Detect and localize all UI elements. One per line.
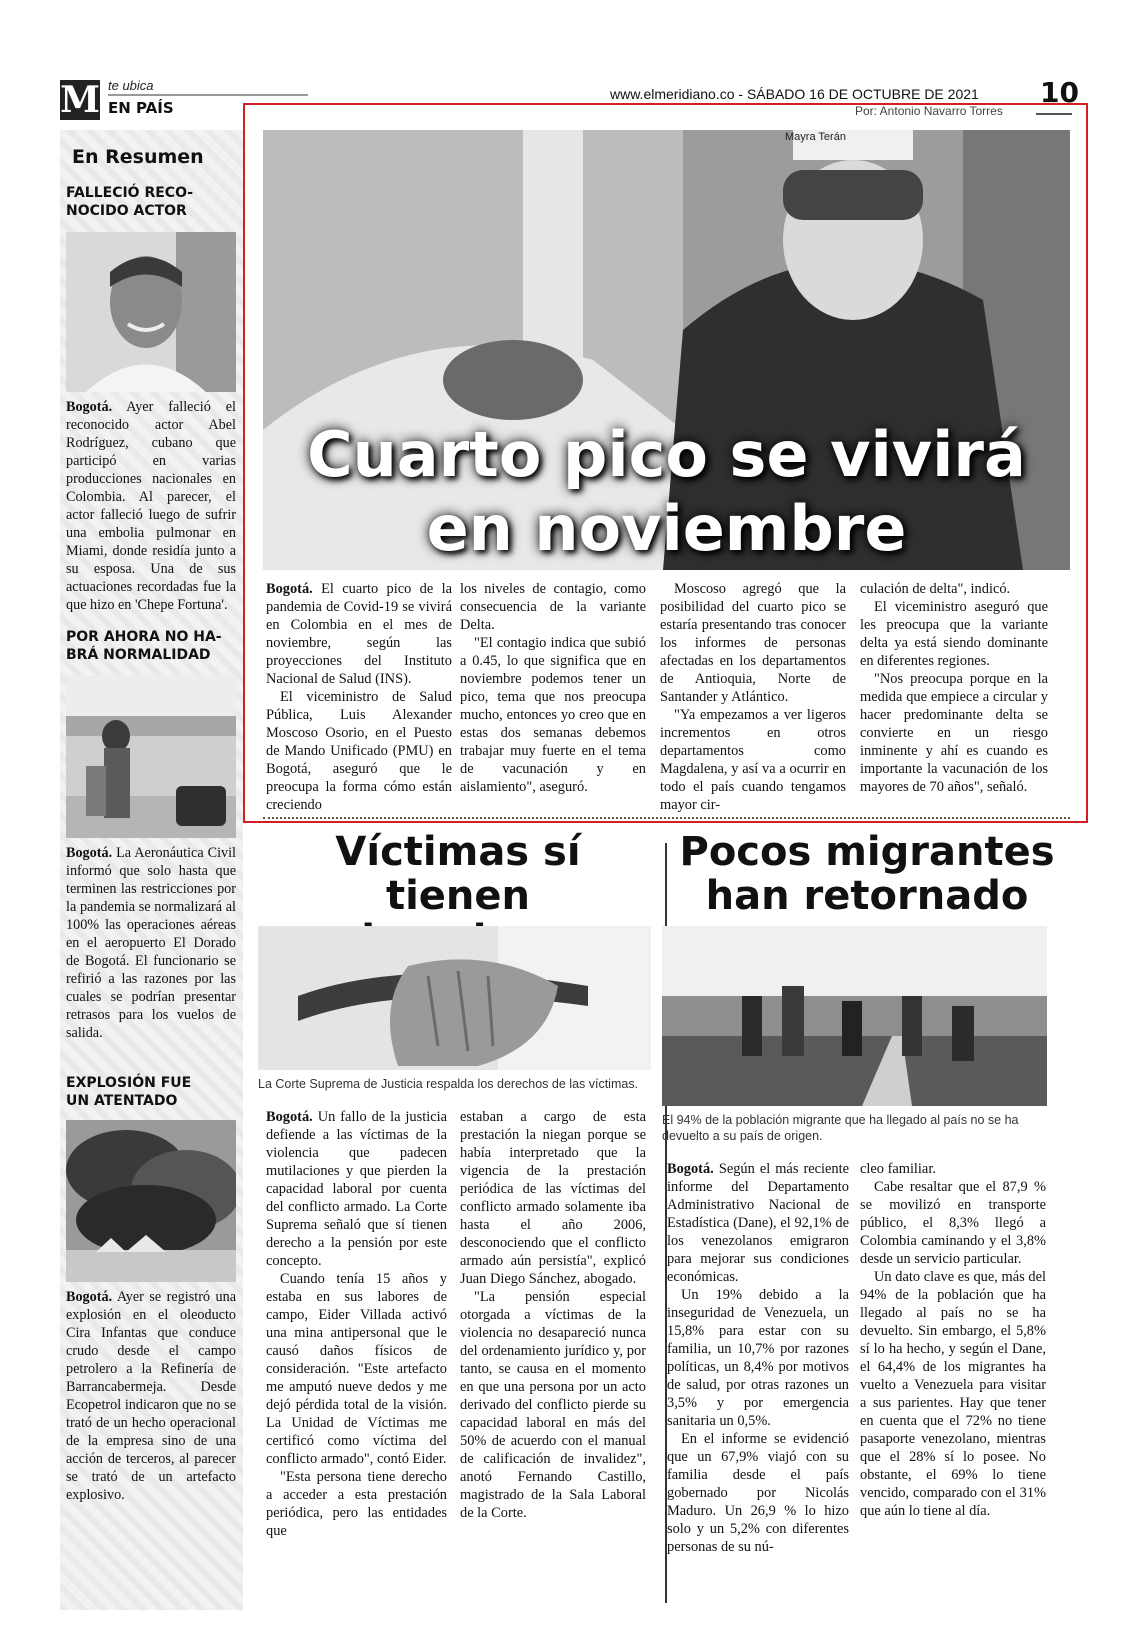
paragraph — [667, 1160, 849, 1286]
sidebar-item-2-heading — [66, 628, 222, 664]
actor-portrait-icon — [66, 232, 236, 392]
paragraph-text: Un fallo de la justicia defiende a las víctimas de la violencia que padecen mutilaciones y que pierden la capacidad laboral por cuenta del conflicto armado. La Corte Suprema señaló que sí tienen derecho a la pensión por este concepto. — [266, 1109, 447, 1269]
headline-line-1: Víctimas sí tienen — [335, 829, 581, 919]
paragraph: En el informe se evidenció que un 67,9% viajó con su familia desde el país gobernado por Nicolás Maduro. Un 26,9 % lo hizo solo y un 5,2% con diferentes personas de su nú- — [667, 1431, 849, 1555]
section-divider — [263, 817, 1070, 819]
paragraph: Un dato clave es que, más del 94% de la población que ha llegado al país no se ha devuelto. Sin embargo, el 5,8% sí lo ha hecho, y según el Dane, el 64,4% de los migrantes ha vuelto a Venezuela para visitar a sus parientes. Hay que tener en cuenta que el 72% no tiene pasaporte venezolano, mientras que el 28% sí lo posee. No obstante, el 69% lo tiene vencido, comparado con el 31% que aún lo tiene al día. — [860, 1269, 1046, 1519]
section-rule — [108, 94, 308, 96]
dateline-place: Bogotá. — [66, 399, 113, 415]
hands-cane-photo — [258, 926, 651, 1070]
victimas-col-2 — [460, 1108, 646, 1522]
actor-photo — [66, 232, 236, 392]
elderly-hands-icon — [258, 926, 651, 1070]
body-text: Ayer se registró una explosión en el oleoducto Cira Infantas que conduce crudo desde el campo petrolero a la Refinería de Barrancabermeja. Desde Ecopetrol indicaron que no se trató de un hecho operacional de la empresa sino de una acción de terceros, al parecer se trató de un artefacto explosivo. — [66, 1289, 236, 1503]
sidebar-item-3-heading — [66, 1074, 191, 1110]
paragraph: cleo familiar. — [860, 1161, 936, 1177]
paragraph: "El contagio indica que subió a 0.45, lo que significa que en noviembre podemos tener un pico, tema que nos preocupa mucho, entonces yo creo que en estas dos semanas debemos trabajar muy fuerte en el tema de vacunación y en aislamiento", aseguró. — [460, 635, 646, 795]
migrantes-col-1 — [667, 1160, 849, 1556]
paragraph: El viceministro aseguró que les preocupa que la variante delta ya está siendo dominante en diferentes regiones. — [860, 599, 1048, 669]
explosion-photo — [66, 1120, 236, 1282]
paragraph: "Ya empezamos a ver ligeros incrementos en otros departamentos como Magdalena, y así va a ocurrir en todo el país cuando tengamos mayor cir- — [660, 707, 846, 813]
main-headline — [263, 418, 1070, 566]
victimas-caption: La Corte Suprema de Justicia respalda los derechos de las víctimas. — [258, 1077, 639, 1091]
airport-scene-icon — [66, 676, 236, 838]
dateline[interactable]: www.elmeridiano.co - SÁBADO 16 DE OCTUBRE DE 2021 — [610, 86, 979, 102]
migrantes-caption: El 94% de la población migrante que ha llegado al país no se ha devuelto a su país de origen. — [662, 1113, 1019, 1143]
main-col-2 — [460, 580, 646, 796]
heading-line-1: POR AHORA NO HA- — [66, 629, 222, 645]
paragraph: los niveles de contagio, como consecuencia de la variante Delta. — [460, 581, 646, 633]
victimas-col-1 — [266, 1108, 447, 1540]
paragraph: "Esta persona tiene derecho a acceder a esta prestación periódica, pero las entidades que — [266, 1469, 447, 1539]
sidebar-title: En Resumen — [72, 146, 204, 168]
headline-line-2: en noviembre — [426, 492, 907, 565]
dateline-place: Bogotá. — [66, 845, 113, 861]
paragraph: "La pensión especial otorgada a víctimas de la violencia no desapareció nunca del ordenamiento jurídico y, por tanto, se causa en el momento en que una persona por un acto derivado del conflicto pierde su capacidad laboral en más del 50% de acuerdo con el manual de calificación de invalidez", anotó Fernando Castillo, magistrado de la Sala Laboral de la Corte. — [460, 1289, 646, 1521]
body-text: Ayer falleció el reconocido actor Abel Rodríguez, cubano que participó en varias producciones nacionales en Colombia. Al parecer, el actor falleció luego de sufrir una embolia pulmonar en Miami, donde residía junto a su esposa. Una de sus actuaciones recordadas fue la que hizo en 'Chepe Fortuna'. — [66, 399, 236, 613]
byline: Por: Antonio Navarro Torres — [855, 104, 1003, 118]
paragraph: estaban a cargo de esta prestación la niegan porque se había interpretado que la vigencia de la prestación periódica de las víctimas del conflicto armado solamente iba hasta el año 2006, desconociendo que el conflicto armado aún persistía", explicó Juan Diego Sánchez, abogado. — [460, 1109, 646, 1287]
headline-line-1: Pocos migrantes — [679, 829, 1055, 875]
sidebar-item-3-text — [66, 1288, 236, 1504]
paragraph: Cuando tenía 15 años y estaba en sus labores de campo, Eider Villada activó una mina antipersonal que le causó daños físicos de consideración. "Este artefacto me amputó nueve dedos y me dejó pérdida total de la visión. La Unidad de Víctimas me certificó como víctima del conflicto armado", contó Eider. — [266, 1271, 447, 1467]
paragraph: El viceministro de Salud Pública, Luis Alexander Moscoso Osorio, en el Puesto de Mando Unificado (PMU) en Bogotá, aseguró que le preocupa la forma cómo están creciendo — [266, 689, 452, 813]
heading-line-2: NOCIDO ACTOR — [66, 203, 187, 219]
paragraph-text: Según el más reciente informe del Departamento Administrativo Nacional de Estadística (Dane), el 92,1% de los venezolanos emigraron para mejorar sus condiciones económicas. — [667, 1161, 849, 1285]
sidebar-item-1-text — [66, 398, 236, 614]
paragraph: "Nos preocupa porque en la medida que empiece a circular y hacer predominante delta se convierte en un riesgo inminente y ahí es cuando es importante la vacunación de los mayores de 70 años", señaló. — [860, 671, 1048, 795]
heading-line-1: EXPLOSIÓN FUE — [66, 1075, 192, 1091]
dateline-place: Bogotá. — [266, 581, 313, 597]
newspaper-logo: M — [60, 79, 100, 121]
migrantes-headline — [672, 830, 1062, 918]
heading-line-2: UN ATENTADO — [66, 1093, 178, 1109]
section-name: EN PAÍS — [108, 99, 174, 117]
airport-photo — [66, 676, 236, 838]
page-number: 10 — [1040, 76, 1079, 109]
sidebar-item-1-heading — [66, 184, 193, 220]
body-text: La Aeronáutica Civil informó que solo hasta que terminen las restricciones por la pandemia se normalizará al 100% las operaciones aéreas en el aeropuerto El Dorado de Bogotá. El funcionario se refirió a las razones por las cuales se podrían presentar retrasos para los vuelos de salida. — [66, 845, 236, 1041]
main-col-1 — [266, 580, 452, 814]
hero-name-tag: Mayra Terán — [785, 131, 846, 143]
headline-line-1: Cuarto pico se vivirá — [307, 418, 1026, 491]
dateline-place: Bogotá. — [66, 1289, 113, 1305]
paragraph — [266, 580, 452, 688]
section-tag: te ubica — [108, 78, 154, 93]
migrants-walking-icon — [662, 926, 1047, 1106]
migrants-road-photo — [662, 926, 1047, 1106]
main-col-3 — [660, 580, 846, 814]
paragraph-text: El cuarto pico de la pandemia de Covid-19 se vivirá en Colombia en el mes de noviembre, según las proyecciones del Instituto Nacional de Salud (INS). — [266, 581, 452, 687]
main-col-4 — [860, 580, 1048, 796]
paragraph: Un 19% debido a la inseguridad de Venezuela, un 15,8% para estar con su familia, un 10,7% por razones políticas, un 8,4% por motivos de salud, por otras razones un 3,5% y por emergencia sanitaria un 0,5%. — [667, 1287, 849, 1429]
headline-line-2: han retornado — [705, 873, 1029, 919]
dateline-place: Bogotá. — [266, 1109, 313, 1125]
paragraph: culación de delta", indicó. — [860, 581, 1011, 597]
paragraph — [266, 1108, 447, 1270]
paragraph: Cabe resaltar que el 87,9 % se movilizó en transporte público, el 8,3% llegó a Colombia caminando y el 3,8% desde un servicio particular. — [860, 1179, 1046, 1267]
paragraph: Moscoso agregó que la posibilidad del cuarto pico se estaría presentando tras conocer los informes de personas afectadas en los departamentos de Antioquia, Norte de Santander y Atlántico. — [660, 581, 846, 705]
heading-line-2: BRÁ NORMALIDAD — [66, 647, 211, 663]
dateline-place: Bogotá. — [667, 1161, 714, 1177]
smoke-fire-icon — [66, 1120, 236, 1282]
heading-line-1: FALLECIÓ RECO- — [66, 185, 194, 201]
migrantes-col-2 — [860, 1160, 1046, 1520]
sidebar-item-2-text — [66, 844, 236, 1042]
